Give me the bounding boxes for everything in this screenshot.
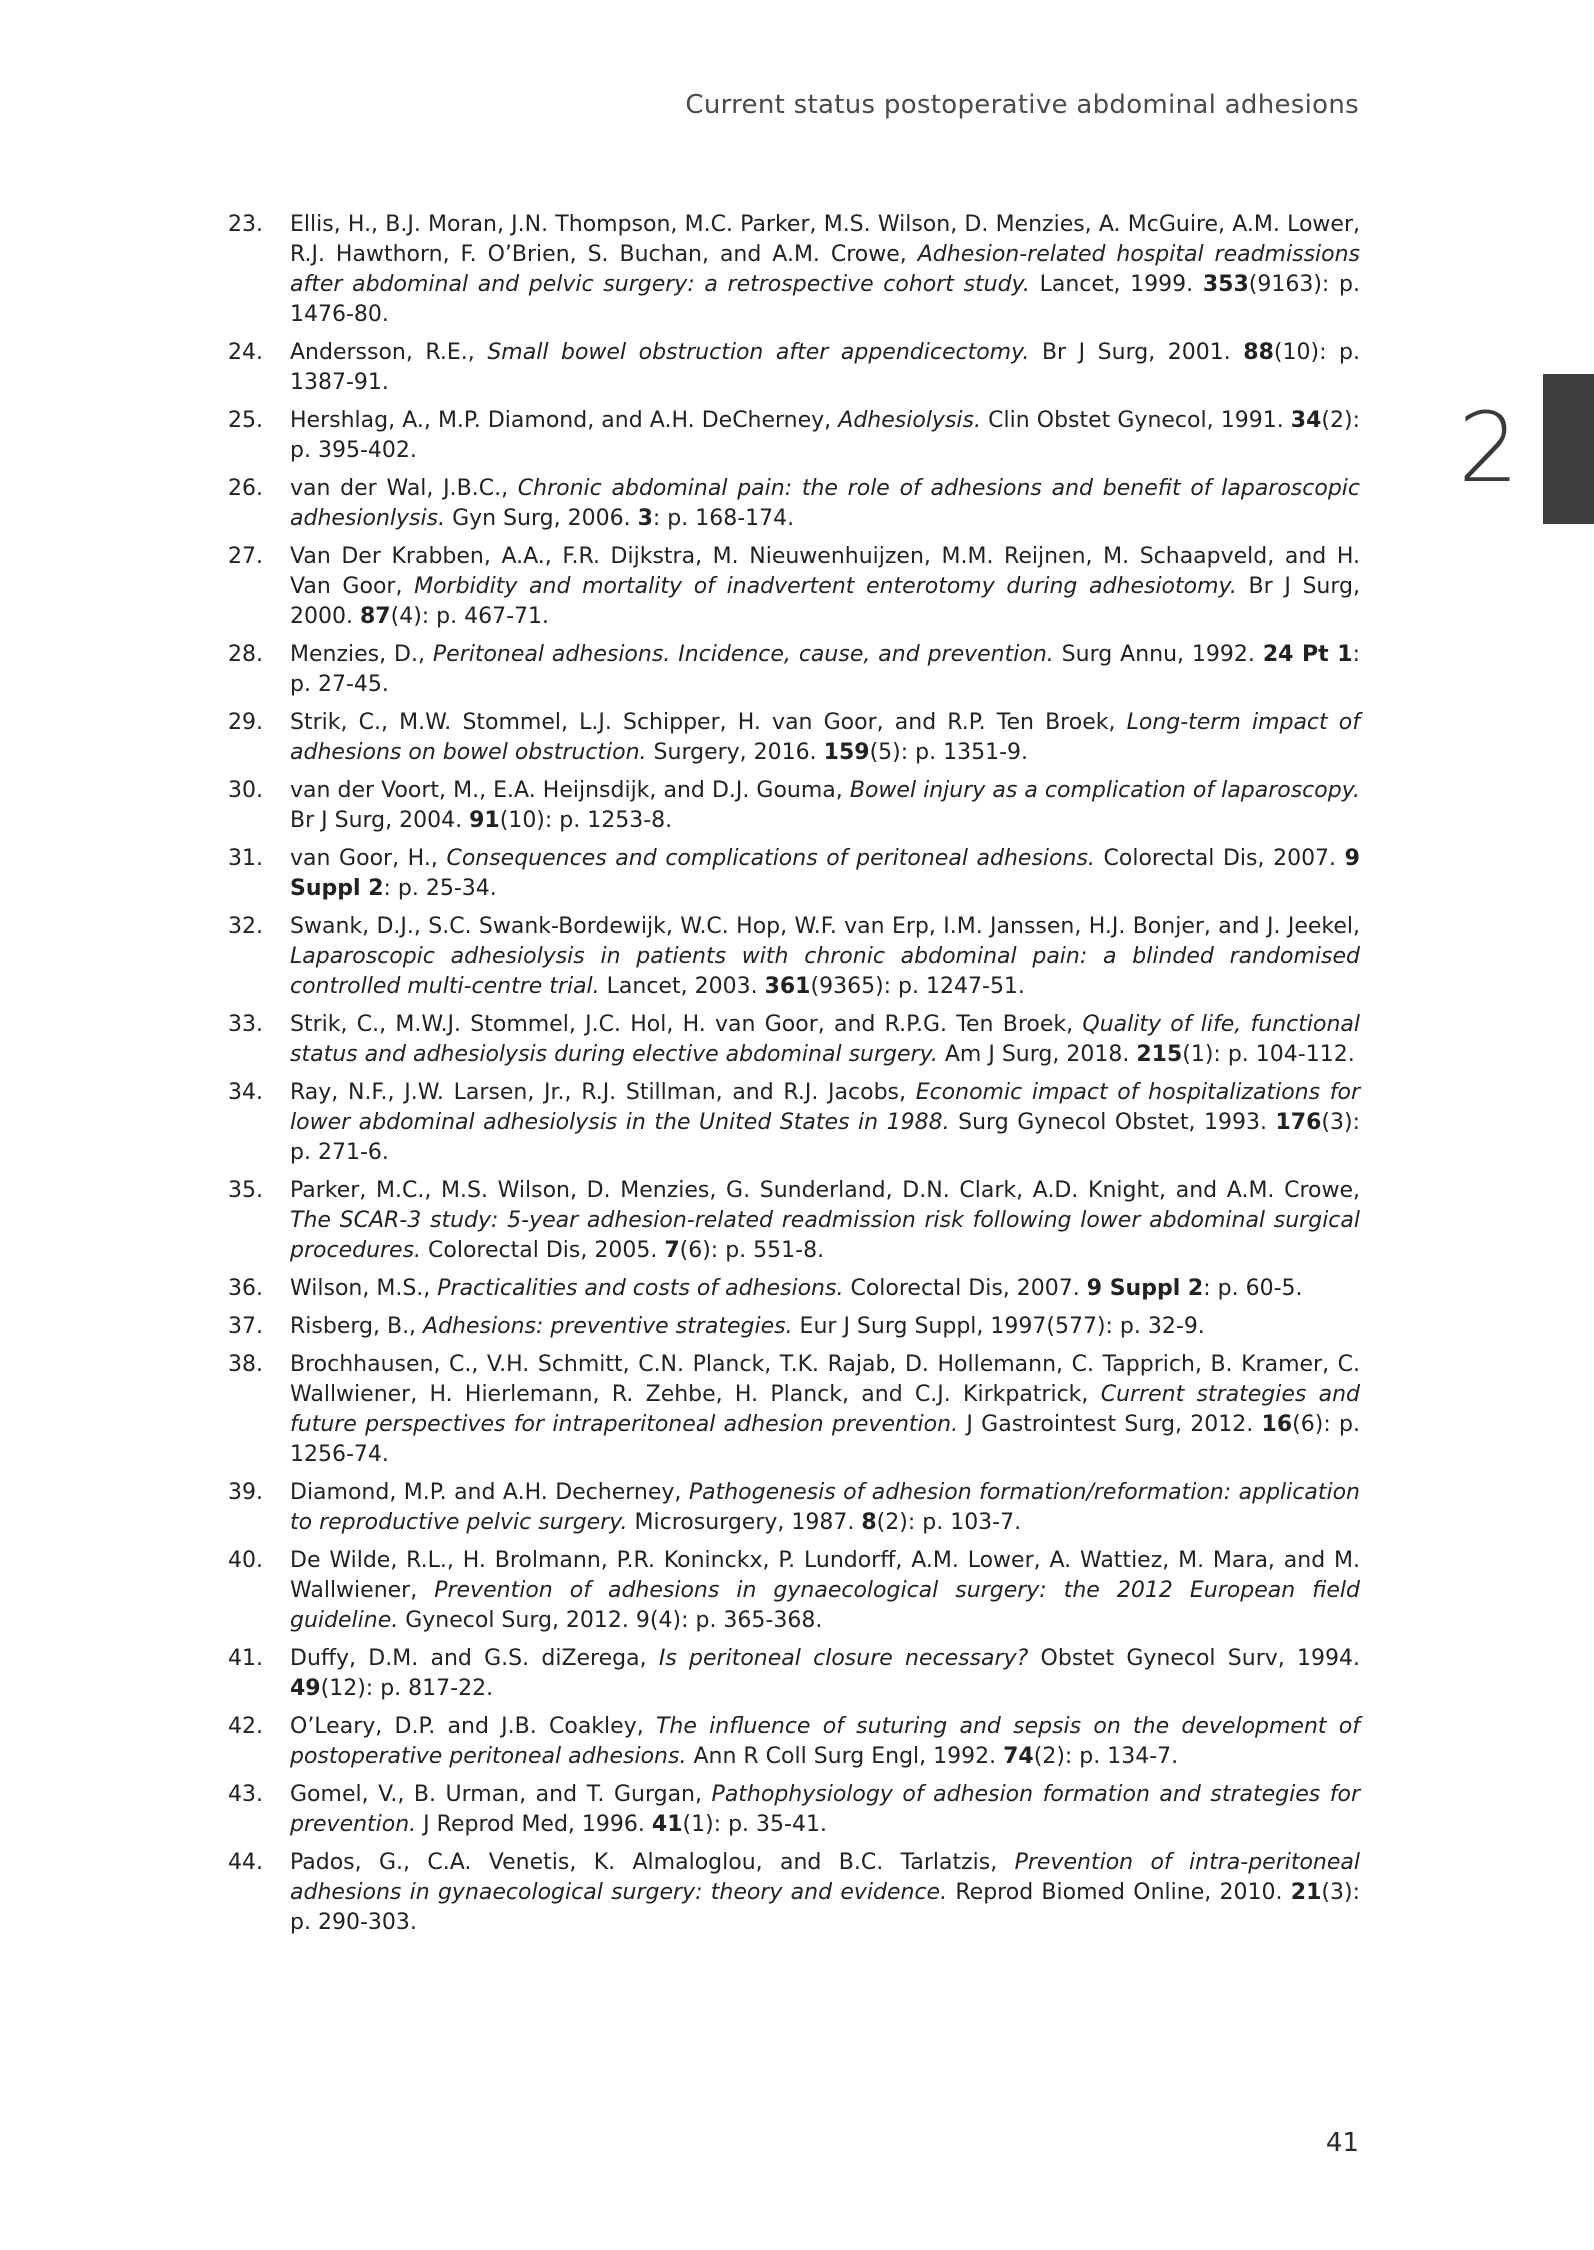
reference-pages: (3): p. 271-6. [290,1110,1360,1165]
reference-pages: (4): p. 467-71. [390,604,550,629]
reference-pages: (2): p. 395-402. [290,408,1360,463]
reference-journal: Surgery, 2016. [646,740,824,765]
reference-title: Small bowel obstruction after appendicectomy. [487,340,1030,365]
reference-authors: Duffy, D.M. and G.S. diZerega, [290,1646,659,1671]
reference-text [290,1478,1360,1538]
reference-item [228,474,1360,534]
reference-text [290,1078,1360,1168]
reference-item [228,1848,1360,1938]
reference-number: 35. [228,1178,263,1203]
reference-title: Laparoscopic adhesiolysis in patients with chronic abdominal pain: a blinded randomised controlled multi-centre trial. [290,944,1360,999]
reference-journal: Lancet, 1999. [1029,272,1203,297]
reference-number: 31. [228,846,263,871]
reference-authors: Diamond, M.P. and A.H. Decherney, [290,1480,689,1505]
reference-number: 26. [228,476,263,501]
reference-number: 43. [228,1782,263,1807]
reference-item [228,708,1360,768]
reference-item [228,1478,1360,1538]
reference-pages: : p. 168-174. [652,506,795,531]
reference-item [228,1546,1360,1636]
reference-volume: 24 Pt 1 [1262,642,1353,667]
reference-text [290,640,1360,700]
reference-text [290,1712,1360,1772]
reference-authors: Hershlag, A., M.P. Diamond, and A.H. DeCherney, [290,408,839,433]
reference-number: 32. [228,914,263,939]
reference-pages: : p. 27-45. [290,642,1361,697]
reference-item [228,338,1360,398]
reference-item [228,1274,1360,1304]
reference-title: Practicalities and costs of adhesions. [437,1276,844,1301]
reference-number: 36. [228,1276,263,1301]
reference-journal: Colorectal Dis, 2007. [843,1276,1087,1301]
reference-volume: 353 [1202,272,1249,297]
reference-authors: Brochhausen, C., V.H. Schmitt, C.N. Planck, T.K. Rajab, D. Hollemann, C. Tapprich, B. Kramer, C. Wallwiener, H. Hierlemann, R. Zehbe, H. Planck, and C.J. Kirkpatrick, [290,1352,1360,1407]
reference-title: Pathophysiology of adhesion formation and strategies for prevention. [290,1782,1361,1837]
reference-journal: Br J Surg, 2004. [290,808,470,833]
reference-volume: 361 [764,974,811,999]
reference-journal: Colorectal Dis, 2007. [1094,846,1345,871]
reference-journal: Surg Gynecol Obstet, 1993. [949,1110,1276,1135]
reference-number: 38. [228,1352,263,1377]
reference-title: Morbidity and mortality of inadvertent enterotomy during adhesiotomy. [414,574,1237,599]
reference-authors: Swank, D.J., S.C. Swank-Bordewijk, W.C. Hop, W.F. van Erp, I.M. Janssen, H.J. Bonjer, and J. Jeekel, [290,914,1360,939]
running-header: Current status postoperative abdominal adhesions [685,90,1359,120]
reference-volume: 74 [1003,1744,1034,1769]
reference-journal: Eur J Surg Suppl, 1997(577): p. 32-9. [792,1314,1205,1339]
reference-number: 40. [228,1548,263,1573]
reference-number: 24. [228,340,263,365]
reference-authors: Strik, C., M.W.J. Stommel, J.C. Hol, H. van Goor, and R.P.G. Ten Broek, [290,1012,1083,1037]
reference-journal: Gynecol Surg, 2012. 9(4): p. 365-368. [398,1608,823,1633]
reference-authors: De Wilde, R.L., H. Brolmann, P.R. Koninckx, P. Lundorff, A.M. Lower, A. Wattiez, M. Mara, and M. Wallwiener, [290,1548,1360,1603]
reference-text [290,210,1360,330]
reference-journal: Obstet Gynecol Surv, 1994. [1028,1646,1360,1671]
reference-text [290,708,1360,768]
reference-volume: 49 [290,1676,321,1701]
reference-list [228,210,1360,1946]
reference-item [228,1780,1360,1840]
reference-authors: van der Wal, J.B.C., [290,476,518,501]
reference-authors: Ellis, H., B.J. Moran, J.N. Thompson, M.C. Parker, M.S. Wilson, D. Menzies, A. McGuire, A.M. Lower, R.J. Hawthorn, F. O’Brien, S. Buchan, and A.M. Crowe, [290,212,1360,267]
reference-authors: Van Der Krabben, A.A., F.R. Dijkstra, M. Nieuwenhuijzen, M.M. Reijnen, M. Schaapveld, and H. Van Goor, [290,544,1360,599]
reference-title: Prevention of intra-peritoneal adhesions in gynaecological surgery: theory and evidence. [290,1850,1361,1905]
reference-authors: Menzies, D., [290,642,433,667]
reference-pages: (10): p. 1387-91. [290,340,1361,395]
reference-authors: Risberg, B., [290,1314,424,1339]
reference-title: The SCAR-3 study: 5-year adhesion-related readmission risk following lower abdominal surgical procedures. [290,1208,1360,1263]
reference-item [228,542,1360,632]
reference-journal: Ann R Coll Surg Engl, 1992. [686,1744,1004,1769]
reference-text [290,1350,1360,1470]
reference-text [290,844,1360,904]
reference-title: Economic impact of hospitalizations for lower abdominal adhesiolysis in the United States in 1988. [290,1080,1360,1135]
reference-journal: J Gastrointest Surg, 2012. [958,1412,1262,1437]
reference-volume: 215 [1136,1042,1183,1067]
reference-item [228,1350,1360,1470]
reference-text [290,406,1360,466]
reference-pages: : p. 25-34. [383,876,497,901]
reference-title: Peritoneal adhesions. Incidence, cause, and prevention. [432,642,1054,667]
reference-number: 41. [228,1646,263,1671]
reference-text [290,1176,1360,1266]
reference-volume: 34 [1290,408,1322,433]
reference-item [228,1644,1360,1704]
reference-pages: (6): p. 551-8. [679,1238,825,1263]
reference-journal: Clin Obstet Gynecol, 1991. [981,408,1291,433]
reference-volume: 91 [469,808,500,833]
reference-journal: Am J Surg, 2018. [937,1042,1137,1067]
reference-text [290,1312,1360,1342]
reference-number: 34. [228,1080,263,1105]
reference-authors: O’Leary, D.P. and J.B. Coakley, [290,1714,656,1739]
reference-pages: (9163): p. 1476-80. [290,272,1360,327]
reference-text [290,1274,1360,1304]
reference-volume: 87 [359,604,391,629]
reference-item [228,1176,1360,1266]
reference-number: 28. [228,642,263,667]
reference-pages: (6): p. 1256-74. [290,1412,1361,1467]
reference-pages: (3): p. 290-303. [290,1880,1360,1935]
reference-authors: Parker, M.C., M.S. Wilson, D. Menzies, G. Sunderland, D.N. Clark, A.D. Knight, and A.M. Crowe, [290,1178,1360,1203]
reference-number: 29. [228,710,263,735]
reference-authors: Ray, N.F., J.W. Larsen, Jr., R.J. Stillman, and R.J. Jacobs, [290,1080,916,1105]
reference-volume: 3 [637,506,653,531]
reference-journal: Br J Surg, 2000. [290,574,1360,629]
reference-volume: 9 Suppl 2 [1086,1276,1204,1301]
reference-authors: Gomel, V., B. Urman, and T. Gurgan, [290,1782,712,1807]
reference-volume: 16 [1261,1412,1293,1437]
reference-journal: Gyn Surg, 2006. [445,506,638,531]
reference-item [228,844,1360,904]
reference-title: Adhesiolysis. [838,408,981,433]
reference-pages: (9365): p. 1247-51. [810,974,1025,999]
reference-title: Is peritoneal closure necessary? [658,1646,1029,1671]
reference-pages: (5): p. 1351-9. [869,740,1029,765]
reference-text [290,776,1360,836]
reference-title: Long-term impact of adhesions on bowel obstruction. [290,710,1361,765]
reference-title: Chronic abdominal pain: the role of adhesions and benefit of laparoscopic adhesionlysis. [290,476,1360,531]
reference-item [228,1312,1360,1342]
reference-authors: Andersson, R.E., [290,340,488,365]
reference-item [228,776,1360,836]
reference-number: 27. [228,544,263,569]
reference-text [290,474,1360,534]
reference-text [290,1010,1360,1070]
reference-number: 25. [228,408,263,433]
reference-journal: Microsurgery, 1987. [627,1510,862,1535]
reference-journal: Br J Surg, 2001. [1029,340,1244,365]
reference-number: 42. [228,1714,263,1739]
reference-title: Prevention of adhesions in gynaecological surgery: the 2012 European field guideline. [290,1578,1360,1633]
chapter-tab-marker [1543,374,1594,524]
reference-title: Current strategies and future perspectives for intraperitoneal adhesion prevention. [290,1382,1360,1437]
reference-text [290,912,1360,1002]
reference-pages: (1): p. 35-41. [682,1812,827,1837]
page-number: 41 [1325,2128,1359,2158]
reference-title: The influence of suturing and sepsis on the development of postoperative peritoneal adhesions. [290,1714,1360,1769]
reference-text [290,1848,1360,1938]
reference-volume: 9 Suppl 2 [290,846,1360,901]
reference-pages: (1): p. 104-112. [1182,1042,1355,1067]
reference-pages: : p. 60-5. [1203,1276,1303,1301]
reference-journal: J Reprod Med, 1996. [416,1812,652,1837]
reference-number: 30. [228,778,263,803]
reference-journal: Reprod Biomed Online, 2010. [947,1880,1291,1905]
reference-number: 39. [228,1480,263,1505]
reference-text [290,1644,1360,1704]
reference-number: 37. [228,1314,263,1339]
reference-authors: Strik, C., M.W. Stommel, L.J. Schipper, H. van Goor, and R.P. Ten Broek, [290,710,1127,735]
reference-item [228,640,1360,700]
reference-journal: Colorectal Dis, 2005. [421,1238,665,1263]
reference-authors: Wilson, M.S., [290,1276,438,1301]
reference-item [228,210,1360,330]
reference-title: Quality of life, functional status and adhesiolysis during elective abdominal surgery. [290,1012,1360,1067]
reference-volume: 176 [1275,1110,1322,1135]
reference-text [290,338,1360,398]
reference-volume: 88 [1243,340,1274,365]
reference-item [228,1010,1360,1070]
reference-item [228,912,1360,1002]
reference-authors: van Goor, H., [290,846,447,871]
reference-number: 44. [228,1850,263,1875]
reference-pages: (10): p. 1253-8. [499,808,673,833]
reference-item [228,1712,1360,1772]
reference-title: Adhesion-related hospital readmissions after abdominal and pelvic surgery: a retrospective cohort study. [290,242,1361,297]
reference-item [228,1078,1360,1168]
reference-title: Adhesions: preventive strategies. [423,1314,793,1339]
reference-title: Consequences and complications of peritoneal adhesions. [446,846,1095,871]
reference-number: 33. [228,1012,263,1037]
reference-volume: 21 [1290,1880,1322,1905]
reference-authors: Pados, G., C.A. Venetis, K. Almaloglou, and B.C. Tarlatzis, [290,1850,1015,1875]
reference-text [290,1546,1360,1636]
chapter-number: 2 [1458,392,1520,504]
reference-journal: Lancet, 2003. [599,974,765,999]
reference-journal: Surg Annu, 1992. [1053,642,1263,667]
reference-number: 23. [228,212,263,237]
reference-volume: 159 [823,740,870,765]
reference-title: Pathogenesis of adhesion formation/reformation: application to reproductive pelvic surgery. [290,1480,1360,1535]
reference-text [290,1780,1360,1840]
reference-text [290,542,1360,632]
reference-authors: van der Voort, M., E.A. Heijnsdijk, and D.J. Gouma, [290,778,850,803]
reference-volume: 7 [664,1238,680,1263]
reference-item [228,406,1360,466]
reference-pages: (2): p. 103-7. [876,1510,1022,1535]
reference-title: Bowel injury as a complication of laparoscopy. [849,778,1361,803]
reference-pages: (2): p. 134-7. [1033,1744,1179,1769]
reference-volume: 41 [651,1812,683,1837]
reference-volume: 8 [861,1510,877,1535]
reference-pages: (12): p. 817-22. [320,1676,494,1701]
